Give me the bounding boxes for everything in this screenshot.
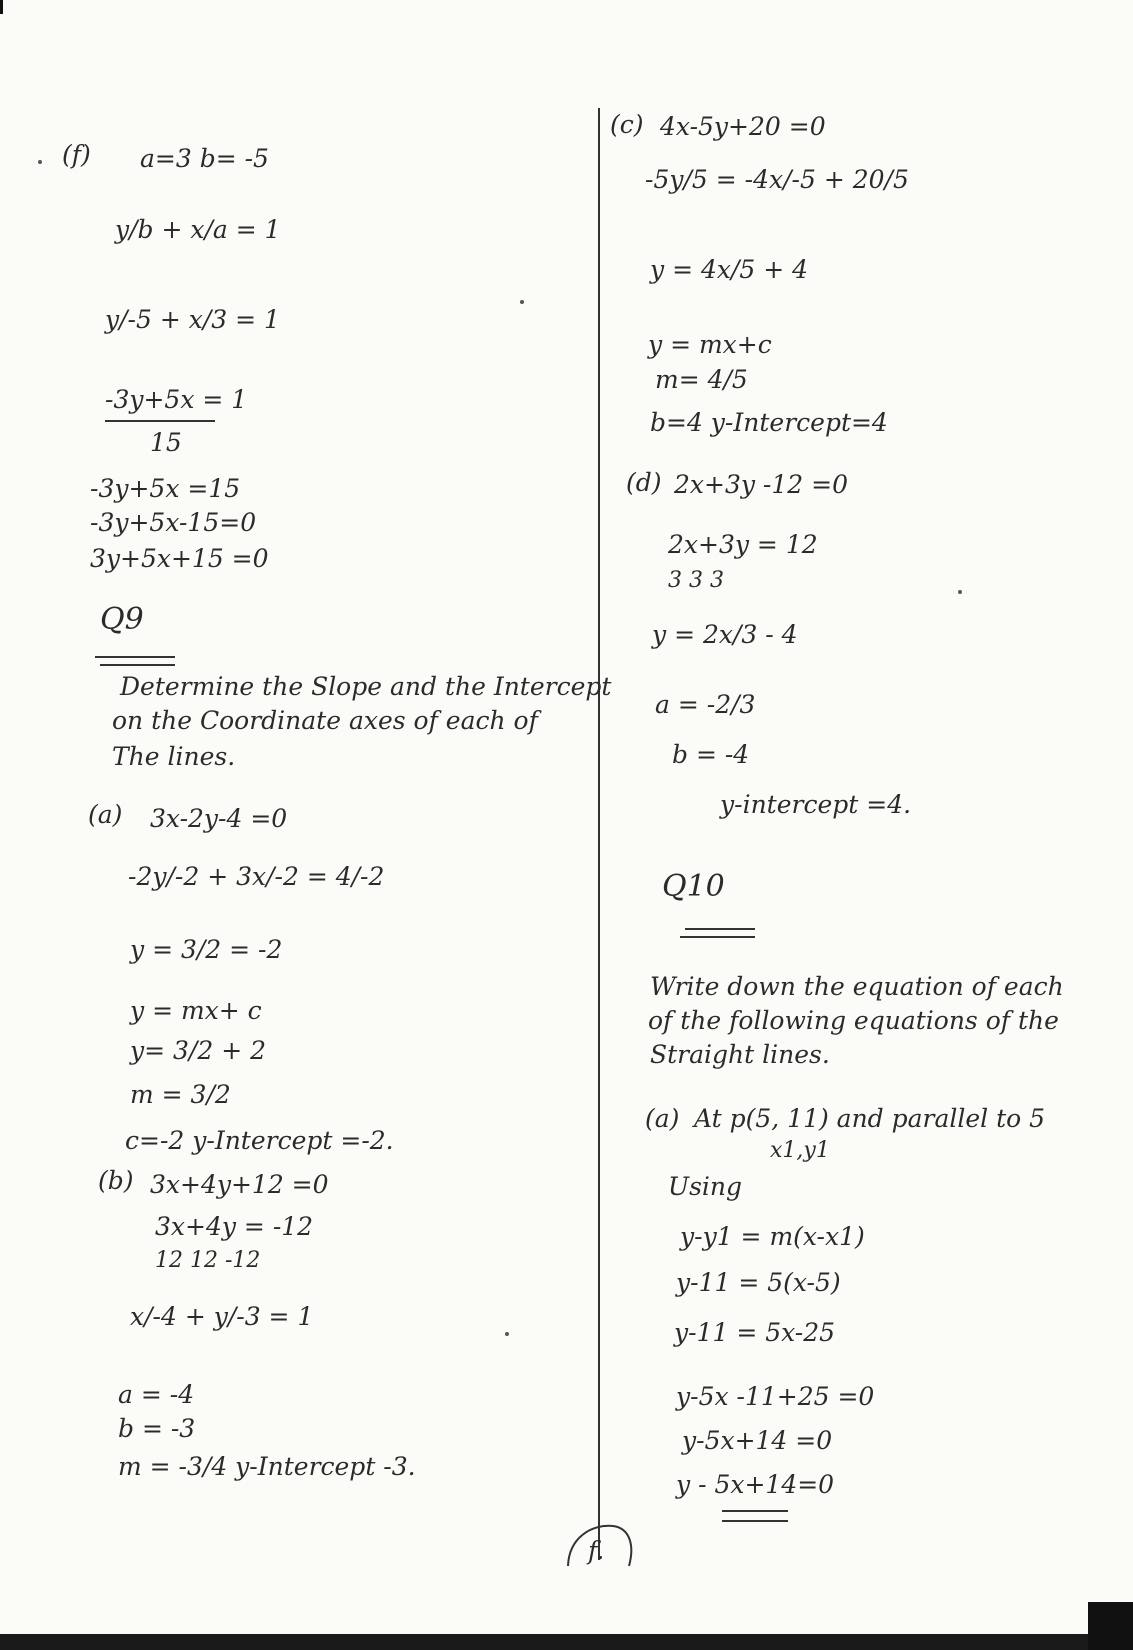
part-f-line-4: -3y+5x = 1: [105, 385, 248, 414]
part-b-line-2: 3x+4y = -12: [155, 1212, 314, 1241]
part-a-line-1: 3x-2y-4 =0: [150, 804, 288, 833]
part-a2-line-9: y - 5x+14=0: [676, 1470, 835, 1499]
part-b-line-7: m = -3/4 y-Intercept -3.: [118, 1452, 416, 1481]
part-b-line-4: x/-4 + y/-3 = 1: [130, 1302, 314, 1331]
edge-mark: [0, 0, 3, 14]
part-d-line-4: y = 2x/3 - 4: [652, 620, 798, 649]
part-b-line-1: 3x+4y+12 =0: [150, 1170, 329, 1199]
q9-prompt-1: Determine the Slope and the Intercept: [120, 672, 612, 701]
part-a2-line-6: y-11 = 5x-25: [674, 1318, 836, 1347]
part-a2-line-2: x1,y1: [770, 1138, 830, 1163]
part-d-line-5: a = -2/3: [655, 690, 756, 719]
part-a2-line-5: y-11 = 5(x-5): [676, 1268, 841, 1297]
part-d-label: (d): [626, 468, 662, 497]
part-b-line-6: b = -3: [118, 1414, 196, 1443]
part-c-line-1: 4x-5y+20 =0: [660, 112, 826, 141]
q10-underline: [685, 928, 755, 930]
answer-underline-2: [722, 1520, 788, 1522]
part-a2-line-3: Using: [668, 1172, 742, 1201]
part-f-line-5: 15: [150, 428, 182, 457]
part-b-label: (b): [98, 1166, 134, 1195]
part-b-line-5: a = -4: [118, 1380, 195, 1409]
part-a2-line-7: y-5x -11+25 =0: [676, 1382, 875, 1411]
part-c-line-4: y = mx+c: [648, 330, 772, 359]
part-a2-line-8: y-5x+14 =0: [682, 1426, 833, 1455]
part-f-line-7: -3y+5x-15=0: [90, 508, 257, 537]
q9-prompt-3: The lines.: [112, 742, 236, 771]
part-c-label: (c): [610, 110, 644, 139]
column-divider: [598, 108, 600, 1560]
part-c-line-2: -5y/5 = -4x/-5 + 20/5: [645, 165, 909, 194]
speck: [958, 590, 962, 594]
speck: [38, 160, 42, 164]
part-a-line-2: -2y/-2 + 3x/-2 = 4/-2: [128, 862, 385, 891]
part-c-line-3: y = 4x/5 + 4: [650, 255, 809, 284]
q9-underline-2: [100, 664, 175, 666]
part-a-line-7: c=-2 y-Intercept =-2.: [125, 1126, 394, 1155]
q9-prompt-2: on the Coordinate axes of each of: [112, 706, 538, 735]
part-f-line-2: y/b + x/a = 1: [115, 215, 281, 244]
part-a-line-6: m = 3/2: [130, 1080, 231, 1109]
part-d-line-2: 2x+3y = 12: [668, 530, 818, 559]
part-c-line-6: b=4 y-Intercept=4: [650, 408, 888, 437]
part-d-line-3: 3 3 3: [668, 568, 724, 593]
part-c-line-5: m= 4/5: [655, 365, 748, 394]
fraction-bar: [105, 420, 215, 422]
part-f-line-6: -3y+5x =15: [90, 474, 241, 503]
scan-corner: [1088, 1602, 1133, 1650]
q9-heading: Q9: [100, 602, 144, 637]
part-f-line-3: y/-5 + x/3 = 1: [105, 305, 280, 334]
part-d-line-7: y-intercept =4.: [720, 790, 912, 819]
part-a-line-3: y = 3/2 = -2: [130, 935, 283, 964]
part-a2-line-1: At p(5, 11) and parallel to 5: [694, 1104, 1046, 1133]
q10-heading: Q10: [662, 869, 725, 904]
part-d-line-6: b = -4: [672, 740, 750, 769]
footer-mark: f.: [588, 1536, 605, 1565]
part-f-label: (f): [62, 140, 91, 169]
q9-underline: [95, 656, 175, 658]
q10-prompt-3: Straight lines.: [650, 1040, 830, 1069]
part-a2-line-4: y-y1 = m(x-x1): [680, 1222, 865, 1251]
speck: [505, 1332, 509, 1336]
answer-underline: [722, 1510, 788, 1512]
q10-underline-2: [680, 936, 755, 938]
part-d-line-1: 2x+3y -12 =0: [674, 470, 848, 499]
part-f-line-1: a=3 b= -5: [140, 144, 269, 173]
part-a-line-5: y= 3/2 + 2: [130, 1036, 266, 1065]
q10-prompt-2: of the following equations of the: [648, 1006, 1059, 1035]
q10-prompt-1: Write down the equation of each: [650, 972, 1064, 1001]
scan-edge: [0, 1634, 1133, 1650]
part-b-line-3: 12 12 -12: [155, 1248, 261, 1273]
part-a2-label: (a): [645, 1104, 680, 1133]
speck: [520, 300, 524, 304]
part-f-line-8: 3y+5x+15 =0: [90, 544, 269, 573]
part-a-label: (a): [88, 800, 123, 829]
part-a-line-4: y = mx+ c: [130, 996, 262, 1025]
